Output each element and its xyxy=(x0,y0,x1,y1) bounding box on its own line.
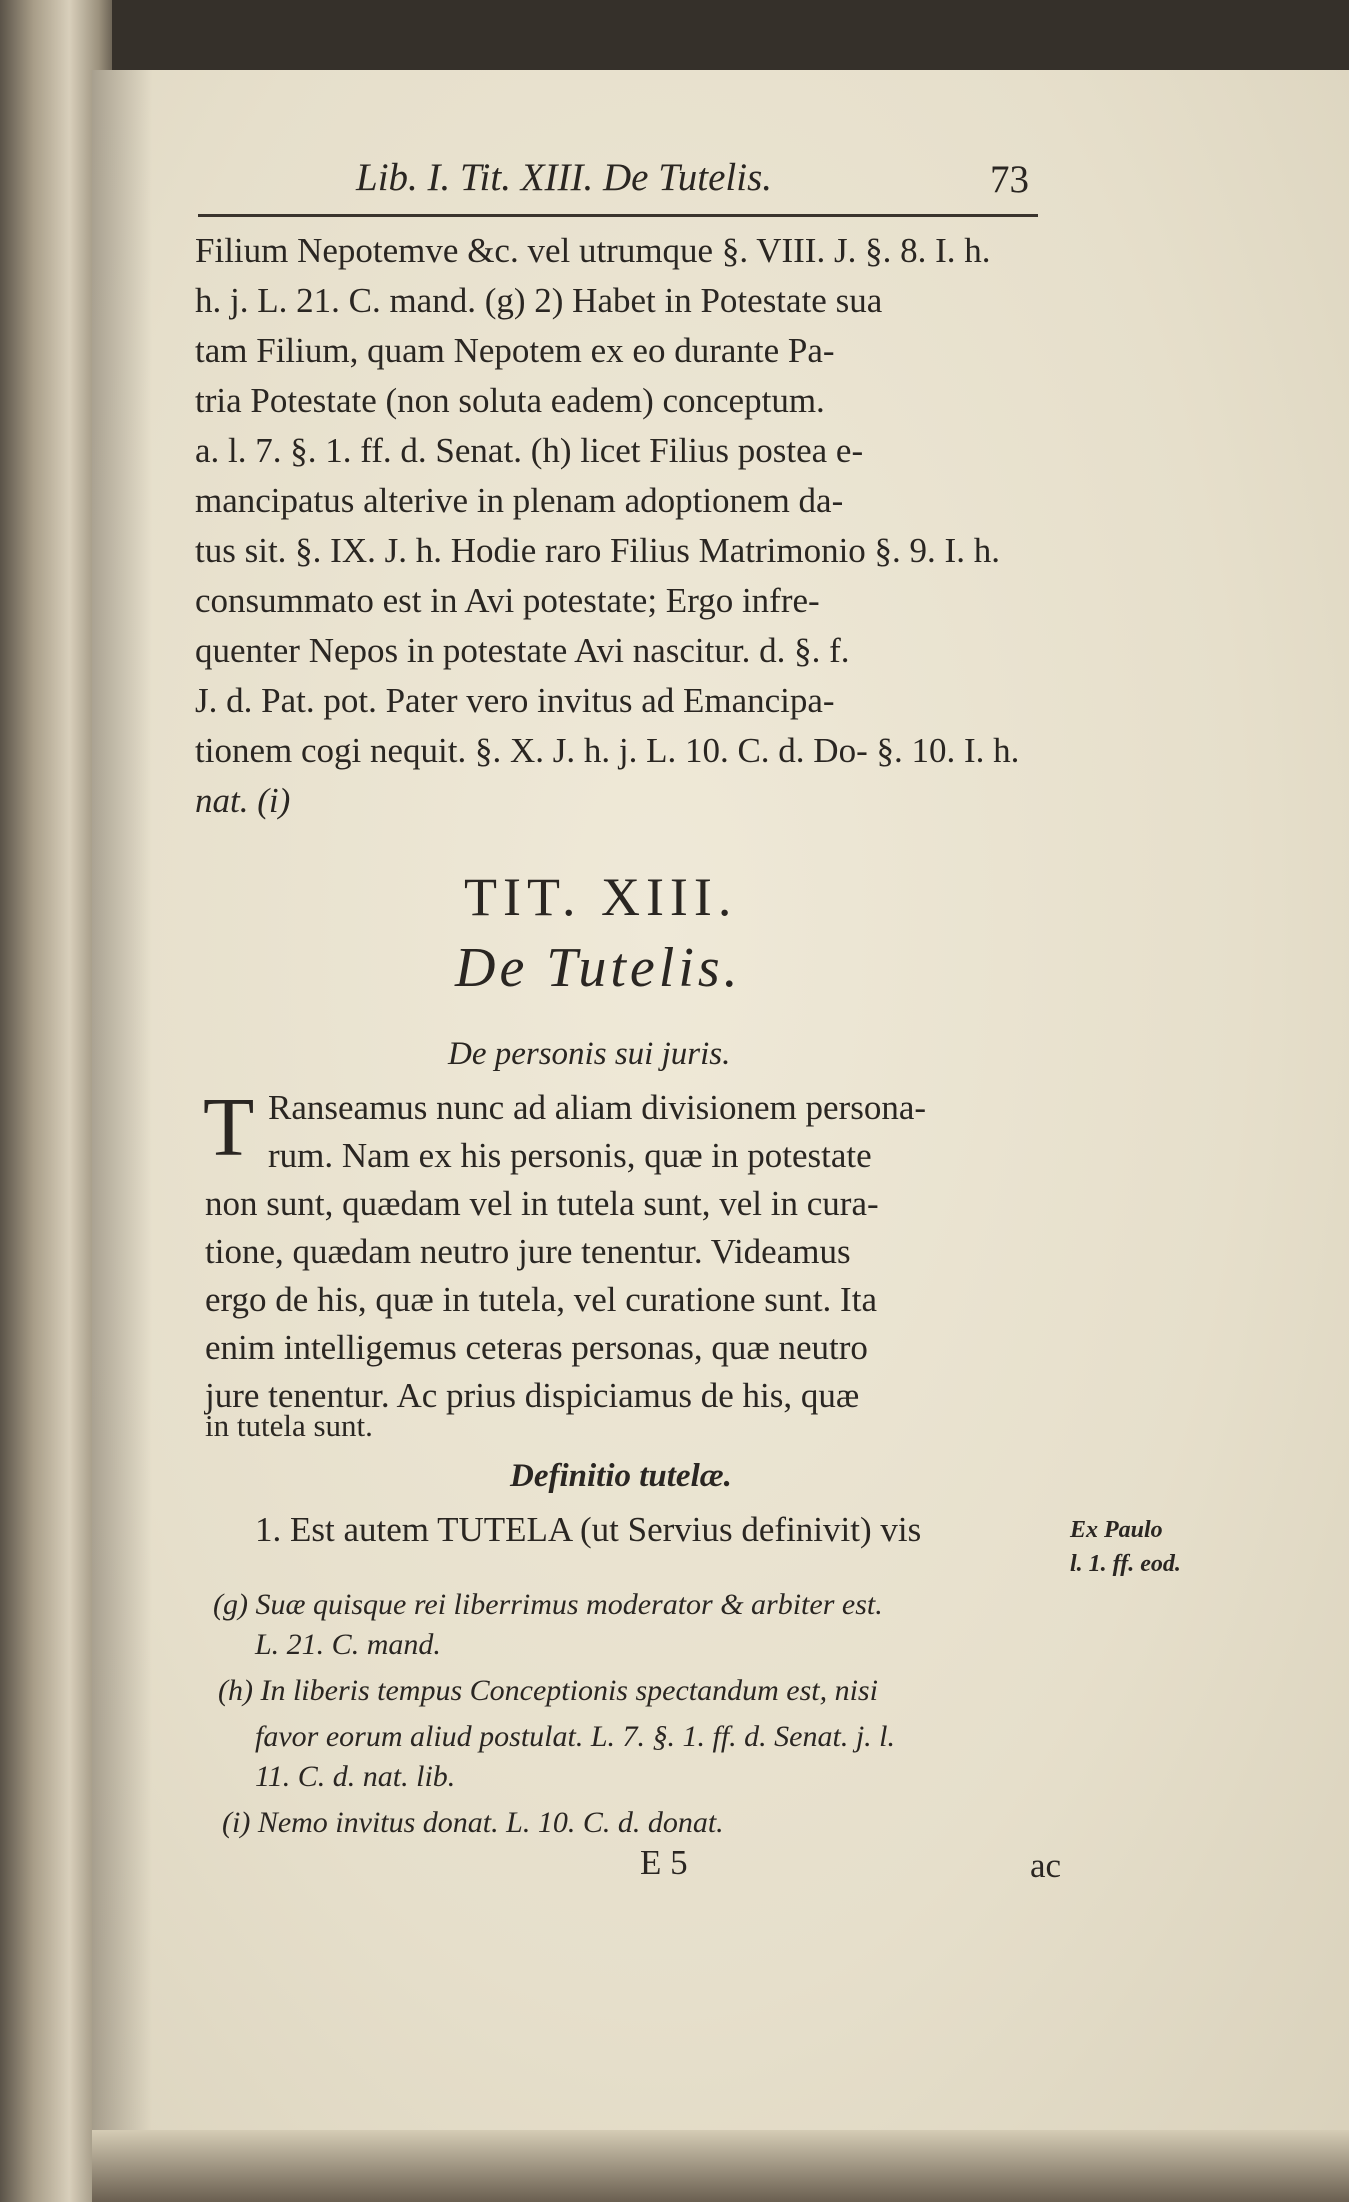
text-line: nat. (i) xyxy=(195,781,291,820)
text-line: h. j. L. 21. C. mand. (g) 2) Habet in Potestate sua xyxy=(195,281,883,320)
text-line: quenter Nepos in potestate Avi nascitur. d. §. f. xyxy=(195,631,850,670)
text-line: tus sit. §. IX. J. h. Hodie raro Filius Matrimonio §. 9. I. h. xyxy=(195,531,1000,570)
text-line: non sunt, quædam vel in tutela sunt, vel in cura- xyxy=(205,1184,879,1223)
footnote-line: (g) Suæ quisque rei liberrimus moderator & arbiter est. xyxy=(213,1588,883,1621)
text-line: enim intelligemus ceteras personas, quæ neutro xyxy=(205,1328,868,1367)
text-line: rum. Nam ex his personis, quæ in potestate xyxy=(268,1136,872,1175)
text-line: 1. Est autem TUTELA (ut Servius definivit) vis xyxy=(255,1510,922,1549)
page-number: 73 xyxy=(990,158,1029,201)
footnote-line: (h) In liberis tempus Conceptionis spectandum est, nisi xyxy=(218,1674,878,1707)
catchword: ac xyxy=(1030,1846,1062,1885)
footnote-line: favor eorum aliud postulat. L. 7. §. 1. ff. d. Senat. j. l. xyxy=(255,1720,896,1753)
text-line: tione, quædam neutro jure tenentur. Videamus xyxy=(205,1232,851,1271)
text-line: Filium Nepotemve &c. vel utrumque §. VIII. J. §. 8. I. h. xyxy=(195,231,991,270)
section-heading: Definitio tutelæ. xyxy=(510,1458,732,1494)
text-line: in tutela sunt. xyxy=(205,1408,373,1443)
text-line: tam Filium, quam Nepotem ex eo durante Pa- xyxy=(195,331,835,370)
drop-cap: T xyxy=(203,1081,255,1174)
text-line: tionem cogi nequit. §. X. J. h. j. L. 10. C. d. Do- §. 10. I. h. xyxy=(195,731,1020,770)
footnote-line: L. 21. C. mand. xyxy=(255,1628,441,1661)
chapter-subtitle: De Tutelis. xyxy=(455,937,742,999)
margin-note: l. 1. ff. eod. xyxy=(1070,1551,1181,1577)
running-title: Lib. I. Tit. XIII. De Tutelis. xyxy=(356,156,773,199)
signature-mark: E 5 xyxy=(640,1843,688,1882)
gutter-shadow xyxy=(92,70,152,2202)
chapter-title: TIT. XIII. xyxy=(464,867,738,927)
margin-note: Ex Paulo xyxy=(1070,1517,1163,1543)
text-line: ergo de his, quæ in tutela, vel curatione sunt. Ita xyxy=(205,1280,877,1319)
text-line: J. d. Pat. pot. Pater vero invitus ad Emancipa- xyxy=(195,681,835,720)
text-line: consummato est in Avi potestate; Ergo infre- xyxy=(195,581,820,620)
text-line: mancipatus alterive in plenam adoptionem da- xyxy=(195,481,844,520)
header-rule xyxy=(198,214,1038,217)
footnote-line: (i) Nemo invitus donat. L. 10. C. d. donat. xyxy=(222,1806,724,1839)
text-line: jure tenentur. Ac prius dispiciamus de his, quæ xyxy=(205,1376,860,1415)
page-bottom-edge xyxy=(92,2130,1349,2202)
text-line: Ranseamus nunc ad aliam divisionem persona- xyxy=(268,1088,927,1127)
text-line: a. l. 7. §. 1. ff. d. Senat. (h) licet Filius postea e- xyxy=(195,431,864,470)
section-heading: De personis sui juris. xyxy=(448,1036,731,1072)
text-line: tria Potestate (non soluta eadem) conceptum. xyxy=(195,381,825,420)
footnote-line: 11. C. d. nat. lib. xyxy=(255,1760,456,1793)
